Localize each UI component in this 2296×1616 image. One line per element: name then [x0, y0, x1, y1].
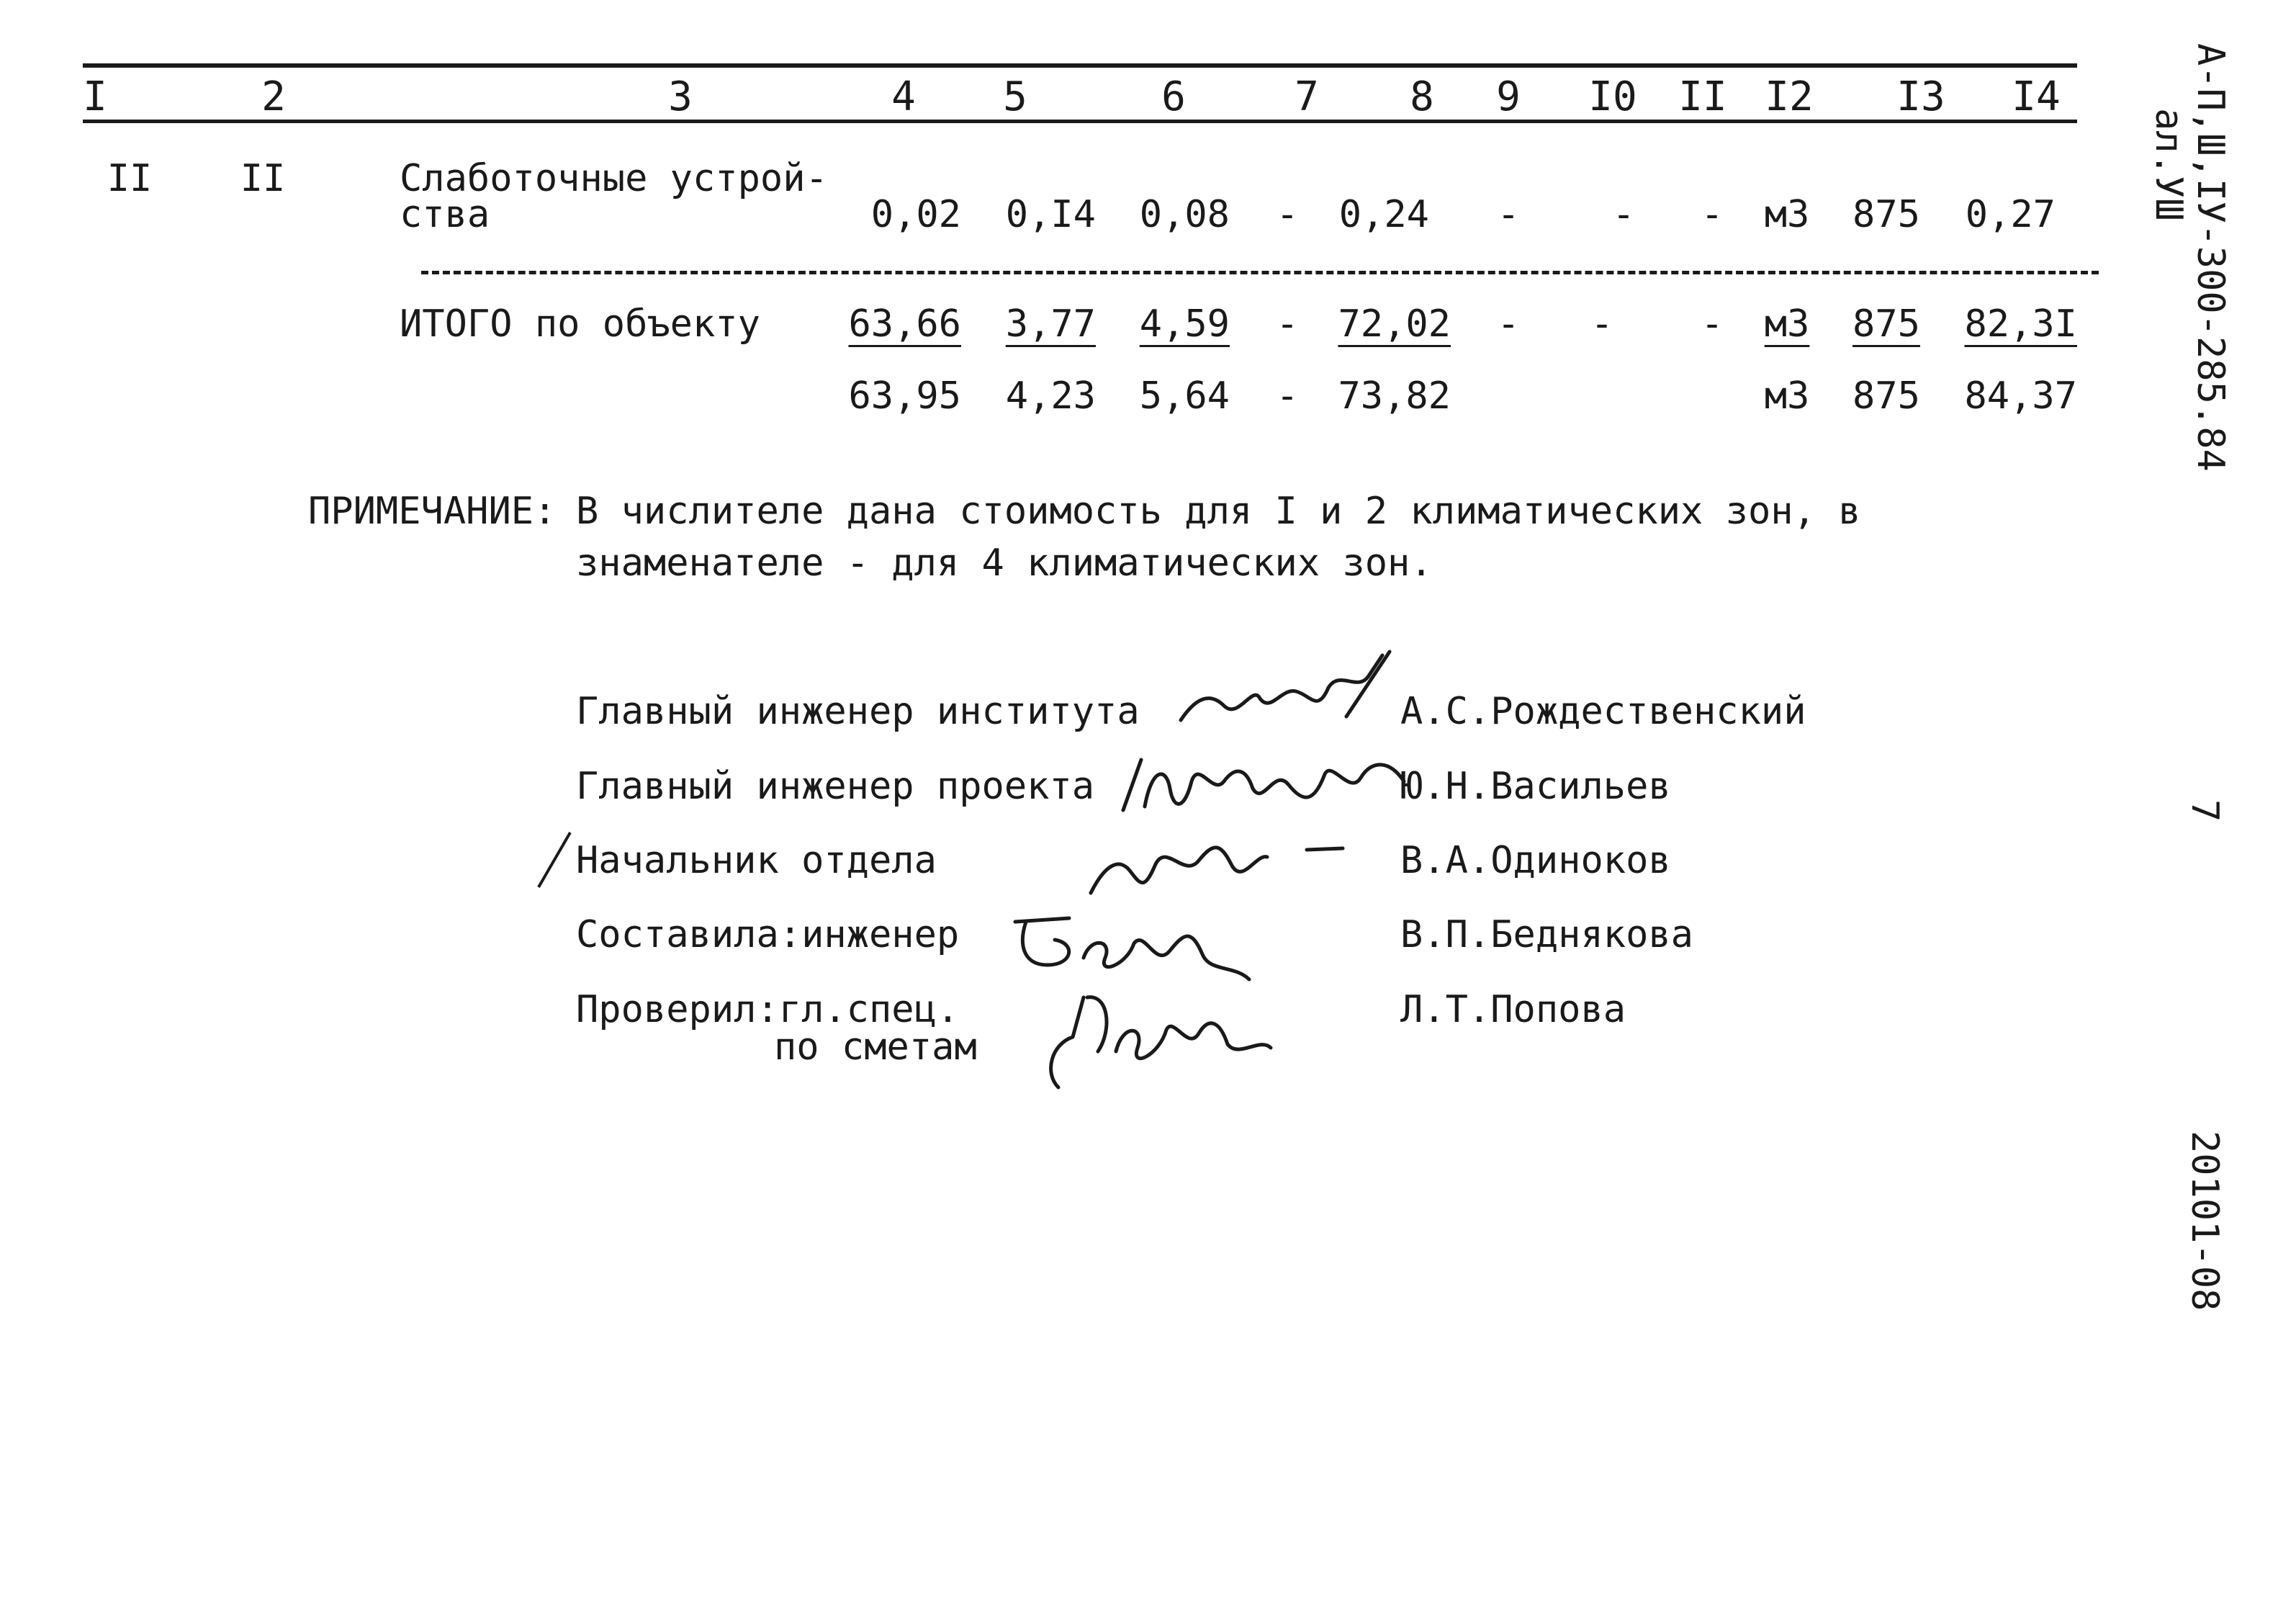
- signatory-name-3: В.А.Одиноков: [1400, 839, 1671, 882]
- col-header-1: I: [83, 73, 107, 120]
- total-den-col4: 63,95: [848, 374, 961, 418]
- handwritten-signature-2: [1112, 738, 1415, 825]
- total-num-col5: 3,77: [1005, 302, 1096, 346]
- total-num-col10: -: [1590, 302, 1613, 346]
- row-value-col5: 0,I4: [1005, 193, 1096, 236]
- col-header-12: I2: [1765, 73, 1814, 120]
- handwritten-signature-1: [1174, 648, 1404, 742]
- total-den-col13: 875: [1852, 374, 1920, 418]
- signatory-role-5: Проверил:гл.спец.: [576, 988, 960, 1031]
- total-num-col12: м3: [1764, 302, 1810, 346]
- total-num-col13: 875: [1852, 302, 1920, 346]
- row-value-col6: 0,08: [1139, 193, 1230, 236]
- signatory-name-1: А.С.Рождественский: [1400, 690, 1806, 733]
- total-den-col5: 4,23: [1005, 374, 1096, 418]
- col-header-14: I4: [2012, 73, 2061, 120]
- total-den-col6: 5,64: [1139, 374, 1230, 418]
- row-value-col12: м3: [1764, 193, 1810, 236]
- col-header-4: 4: [891, 73, 916, 120]
- col-header-11: II: [1678, 73, 1727, 120]
- row-name-line2: ства: [400, 193, 490, 236]
- note-label: ПРИМЕЧАНИЕ:: [308, 490, 557, 533]
- col-header-9: 9: [1496, 73, 1521, 120]
- total-num-col11: -: [1701, 302, 1724, 346]
- total-den-col7: -: [1276, 374, 1299, 418]
- row-value-col13: 875: [1852, 193, 1920, 236]
- row-value-col4: 0,02: [870, 193, 961, 236]
- signatory-name-5: Л.Т.Попова: [1400, 988, 1626, 1031]
- col-header-2: 2: [261, 73, 286, 120]
- row-value-col7: -: [1276, 193, 1299, 236]
- total-den-col14: 84,37: [1964, 374, 2077, 418]
- total-den-col8: 73,82: [1338, 374, 1451, 418]
- row-name-line1: Слаботочные устрой-: [400, 157, 828, 200]
- archive-number: 20101-08: [2183, 1131, 2226, 1311]
- total-num-col4: 63,66: [848, 302, 961, 346]
- col-header-5: 5: [1003, 73, 1027, 120]
- signatory-role-4: Составила:инженер: [576, 913, 960, 956]
- col-header-13: I3: [1896, 73, 1945, 120]
- total-num-col8: 72,02: [1338, 302, 1451, 346]
- total-num-col6: 4,59: [1139, 302, 1230, 346]
- signatory-name-2: Ю.Н.Васильев: [1400, 765, 1671, 808]
- row-separator-dashed: [421, 271, 2099, 274]
- page-number: 7: [2183, 799, 2226, 822]
- margin-slash-mark: [533, 828, 576, 893]
- row-value-col9: -: [1497, 193, 1520, 236]
- handwritten-signature-5: [1030, 987, 1289, 1095]
- doc-code-line2: ал.УШ: [2147, 108, 2190, 221]
- signatory-role-3: Начальник отдела: [576, 839, 937, 882]
- col-header-7: 7: [1295, 73, 1319, 120]
- row-value-col11: -: [1701, 193, 1724, 236]
- row-value-col8: 0,24: [1338, 193, 1429, 236]
- note-line2: знаменателе - для 4 климатических зон.: [576, 542, 1433, 585]
- col-header-10: I0: [1588, 73, 1637, 120]
- total-num-col9: -: [1497, 302, 1520, 346]
- handwritten-signature-4: [1004, 900, 1264, 994]
- row-code-2: II: [240, 157, 286, 200]
- note-line1: В числителе дана стоимость для I и 2 климатических зон, в: [576, 490, 1861, 533]
- total-num-col14: 82,3I: [1964, 302, 2077, 346]
- col-header-6: 6: [1161, 73, 1186, 120]
- col-header-3: 3: [668, 73, 693, 120]
- total-den-col12: м3: [1764, 374, 1810, 418]
- handwritten-signature-3: [1076, 821, 1357, 907]
- signatory-role-5-line2: по сметам: [774, 1025, 977, 1069]
- row-value-col10: -: [1612, 193, 1635, 236]
- table-top-rule: [83, 63, 2077, 68]
- signatory-role-1: Главный инженер института: [576, 690, 1140, 733]
- signatory-name-4: В.П.Беднякова: [1400, 913, 1693, 956]
- doc-code-line1: А-П,Ш,IУ-300-285.84: [2189, 43, 2232, 472]
- total-label: ИТОГО по объекту: [400, 302, 760, 346]
- row-value-col14: 0,27: [1965, 193, 2056, 236]
- total-num-col7: -: [1276, 302, 1299, 346]
- signatory-role-2: Главный инженер проекта: [576, 765, 1095, 808]
- col-header-8: 8: [1410, 73, 1434, 120]
- row-code-1: II: [107, 157, 153, 200]
